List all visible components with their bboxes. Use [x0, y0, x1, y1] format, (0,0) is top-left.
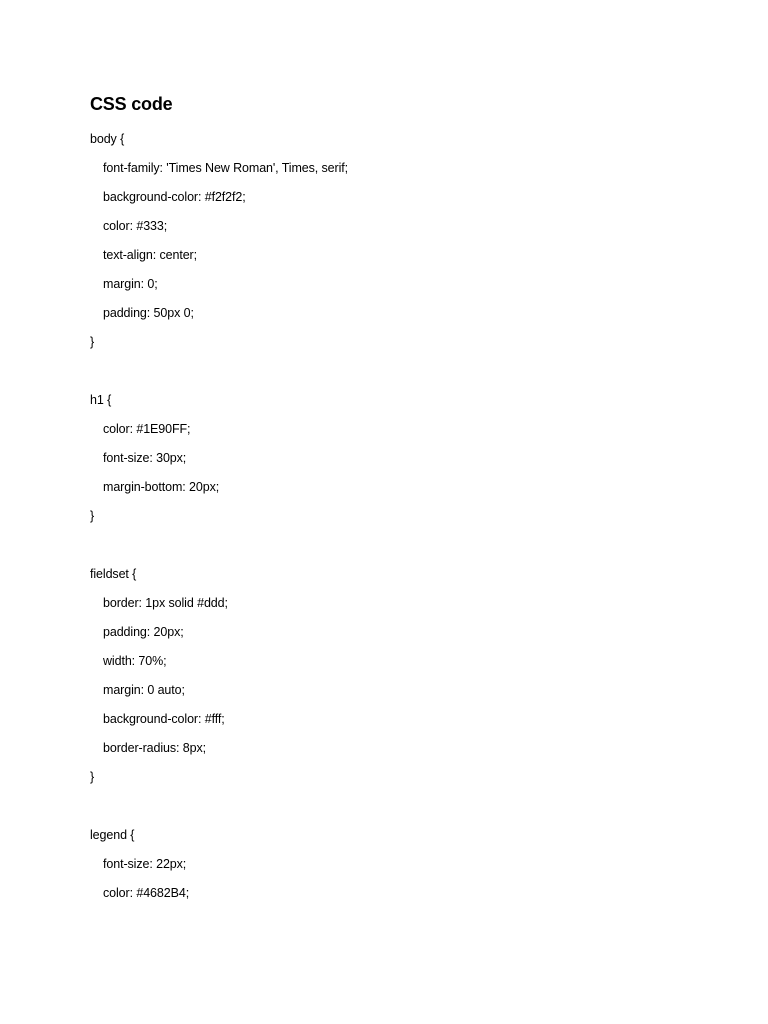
code-line: fieldset {	[90, 567, 137, 581]
code-line: border: 1px solid #ddd;	[103, 596, 228, 610]
code-line: background-color: #fff;	[103, 712, 225, 726]
code-line: font-size: 22px;	[103, 857, 187, 871]
code-line: h1 {	[90, 393, 112, 407]
code-line: text-align: center;	[103, 248, 197, 262]
code-line: font-size: 30px;	[103, 451, 187, 465]
blank-line	[90, 792, 710, 821]
code-line: legend {	[90, 828, 135, 842]
code-line: }	[90, 770, 95, 784]
css-code-block	[90, 125, 710, 908]
code-line: color: #333;	[103, 219, 168, 233]
code-line: }	[90, 335, 95, 349]
blank-line	[90, 531, 710, 560]
code-line: background-color: #f2f2f2;	[103, 190, 246, 204]
code-line: body {	[90, 132, 125, 146]
document-title: CSS code	[90, 94, 173, 114]
code-line: padding: 50px 0;	[103, 306, 194, 320]
code-line: width: 70%;	[103, 654, 167, 668]
blank-line	[90, 357, 710, 386]
code-line: color: #4682B4;	[103, 886, 190, 900]
code-line: font-family: 'Times New Roman', Times, serif;	[103, 161, 348, 175]
code-line: margin: 0 auto;	[103, 683, 185, 697]
code-line: color: #1E90FF;	[103, 422, 191, 436]
code-line: }	[90, 509, 95, 523]
code-line: margin: 0;	[103, 277, 158, 291]
code-line: margin-bottom: 20px;	[103, 480, 220, 494]
document-page	[90, 92, 710, 908]
code-line: padding: 20px;	[103, 625, 184, 639]
code-line: border-radius: 8px;	[103, 741, 207, 755]
